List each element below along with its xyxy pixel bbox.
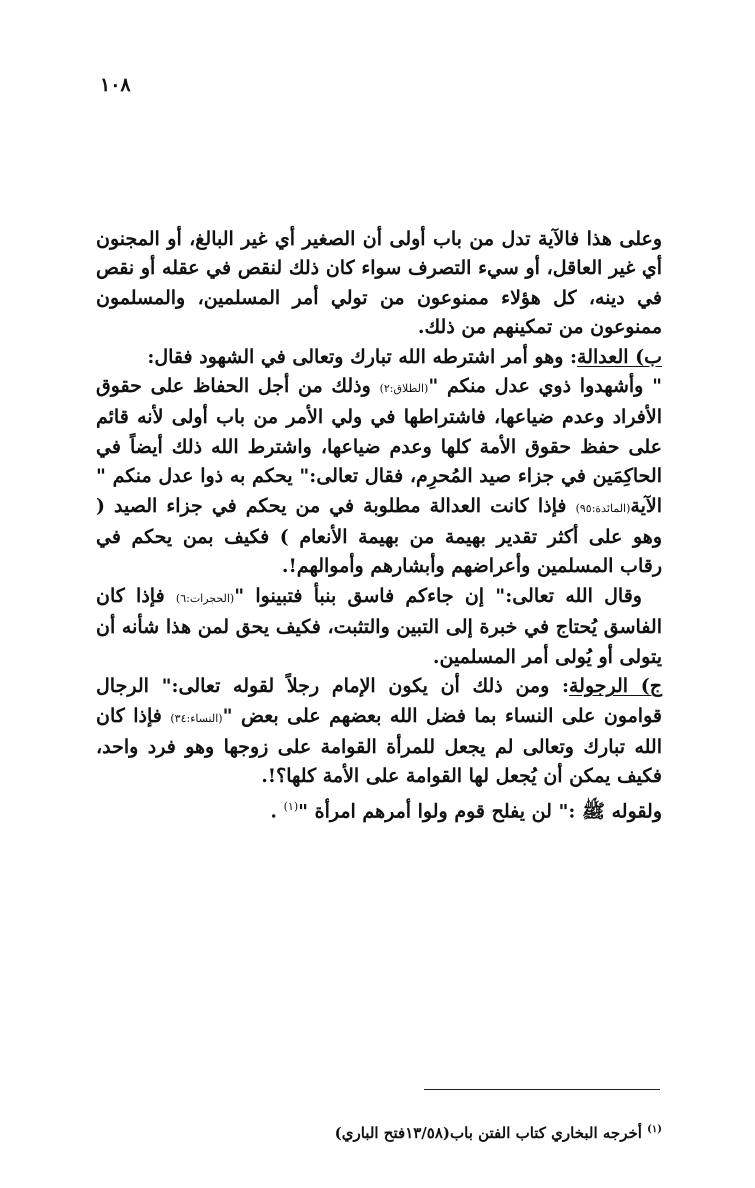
quranic-quote: وقال الله تعالى:" إن جاءكم فاسق بنبأ فتبينوا ": [234, 584, 642, 607]
paragraph-text: ولقوله ﷺ :" لن يفلح قوم ولوا أمرهم امرأة ": [298, 800, 662, 823]
paragraph-2: [96, 343, 662, 372]
paragraph-text: وذلك من أجل الحفاظ على حقوق الأفراد وعدم ضياعها، فاشتراطها في ولي الأمر من باب أولى لأنه قائم على حفظ حقوق الأمة كلها وعدم ضياعها، واشترط الله ذلك أيضاً في الحاكِمَين في جزاء صيد المُحرِم، فقال تعالى:" يحكم به ذوا عدل منكم " الآية: [96, 375, 662, 517]
paragraph-6: [96, 792, 662, 827]
verse-citation: (المائدة:٩٥): [575, 501, 631, 515]
section-label-adala: ب) العدالة: [577, 345, 662, 368]
paragraph-5: [96, 672, 662, 792]
section-label-rujula: ج) الرجولة: [568, 675, 662, 698]
footnote-text: أخرجه البخاري كتاب الفتن باب(١٣/٥٨فتح الباري): [334, 1124, 648, 1142]
paragraph-1: [96, 225, 662, 343]
paragraph-text: فإذا كان الفاسق يُحتاج في خبرة إلى التبين والتثبت، فكيف يحق لمن هذا شأنه أن يتولى أو يُولى أمر المسلمين.: [96, 584, 662, 668]
paragraph-text: فإذا كانت العدالة مطلوبة في من يحكم في جزاء الصيد ( وهو على أكثر تقدير بهيمة من بهيمة الأنعام ) فكيف بمن يحكم في رقاب المسلمين وأعراضهم وأبشارهم وأموالهم!.: [96, 494, 662, 578]
paragraph-4: [96, 582, 662, 672]
page-number: ١٠٨: [100, 74, 131, 96]
quranic-quote: " وأشهدوا ذوي عدل منكم ": [428, 375, 662, 398]
footnote-reference[interactable]: (١): [283, 799, 299, 813]
footnote: [96, 1118, 662, 1145]
paragraph-text: وعلى هذا فالآية تدل من باب أولى أن الصغير أي غير البالغ، أو المجنون أي غير العاقل، أو سيء التصرف سواء كان ذلك لنقص في عقله أو نقص في دينه، كل هؤلاء ممنوعون من تولي أمر المسلمين، والمسلمون ممنوعون من تمكينهم من ذلك.: [96, 228, 662, 339]
paragraph-text: فإذا كان الله تبارك وتعالى لم يجعل للمرأة القوامة على زوجها وهو فرد واحد، فكيف يمكن أن يُجعل لها القوامة على الأمة كلها؟!.: [96, 704, 662, 788]
verse-citation: (الحجرات:٦): [175, 591, 235, 605]
verse-citation: (النساء:٣٤): [170, 711, 223, 725]
verse-citation: (الطلاق:٢): [379, 382, 429, 396]
footnote-divider: [424, 1089, 660, 1090]
page-body: [96, 225, 662, 826]
paragraph-text: : ومن ذلك أن يكون الإمام رجلاً لقوله تعالى:" الرجال قوامون على النساء بما فضل الله بعضهم على بعض ": [96, 675, 662, 727]
paragraph-text: : وهو أمر اشترطه الله تبارك وتعالى في الشهود فقال:: [147, 345, 578, 368]
paragraph-text: .: [270, 800, 284, 823]
paragraph-3: [96, 372, 662, 582]
footnote-marker: (١): [647, 1124, 662, 1135]
